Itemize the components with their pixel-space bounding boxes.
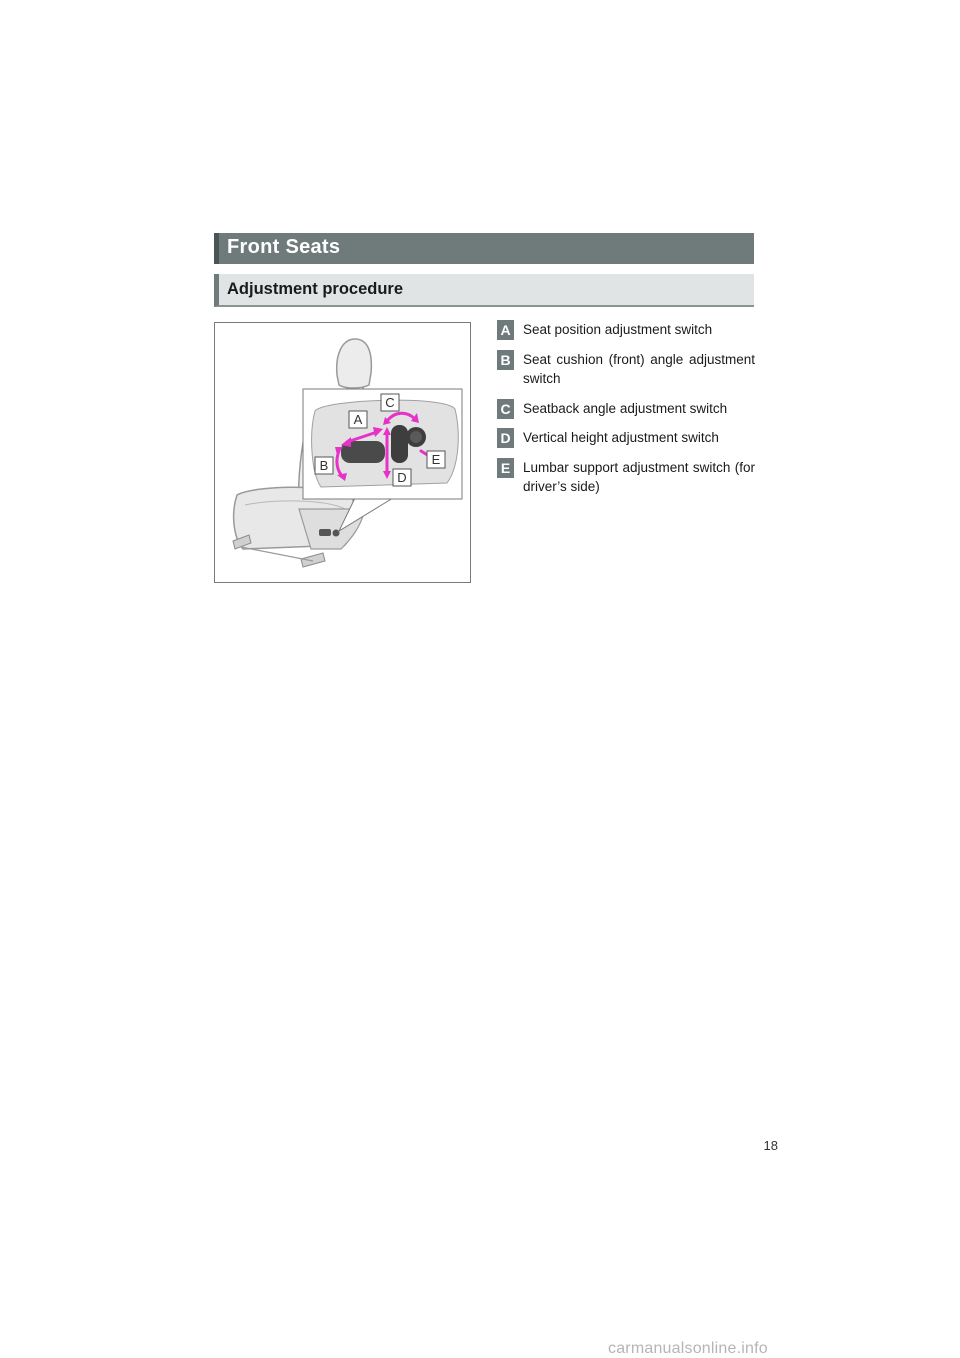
legend-badge-b: B <box>497 350 514 370</box>
callout-a: A <box>353 412 363 427</box>
section-title: Front Seats <box>227 236 341 258</box>
seat-drawing <box>215 323 470 582</box>
legend-text-c: Seatback angle adjustment switch <box>523 400 728 416</box>
legend-item <box>497 428 755 448</box>
legend-item <box>497 399 755 419</box>
callout-legend <box>497 320 755 507</box>
section-title-bar <box>214 233 754 264</box>
watermark: carmanualsonline.info <box>608 1340 768 1357</box>
legend-item <box>497 458 755 497</box>
subsection-title: Adjustment procedure <box>227 280 404 298</box>
legend-text-b: Seat cushion (front) angle adjustment switch <box>523 351 755 386</box>
callout-b: B <box>319 458 329 473</box>
legend-text-e: Lumbar support adjustment switch (for driver’s side) <box>523 459 755 494</box>
legend-badge-e: E <box>497 458 514 478</box>
callout-d: D <box>397 470 407 485</box>
page-number: 18 <box>763 1138 778 1153</box>
callout-c: C <box>385 395 395 410</box>
legend-text-a: Seat position adjustment switch <box>523 322 713 337</box>
legend-badge-a: A <box>497 320 514 340</box>
subsection-title-bar <box>214 274 754 307</box>
callout-e: E <box>431 452 441 467</box>
legend-badge-c: C <box>497 399 514 419</box>
legend-item <box>497 350 755 389</box>
legend-badge-d: D <box>497 428 514 448</box>
legend-item <box>497 320 755 340</box>
seat-illustration <box>214 322 471 583</box>
legend-text-d: Vertical height adjustment switch <box>523 430 719 445</box>
